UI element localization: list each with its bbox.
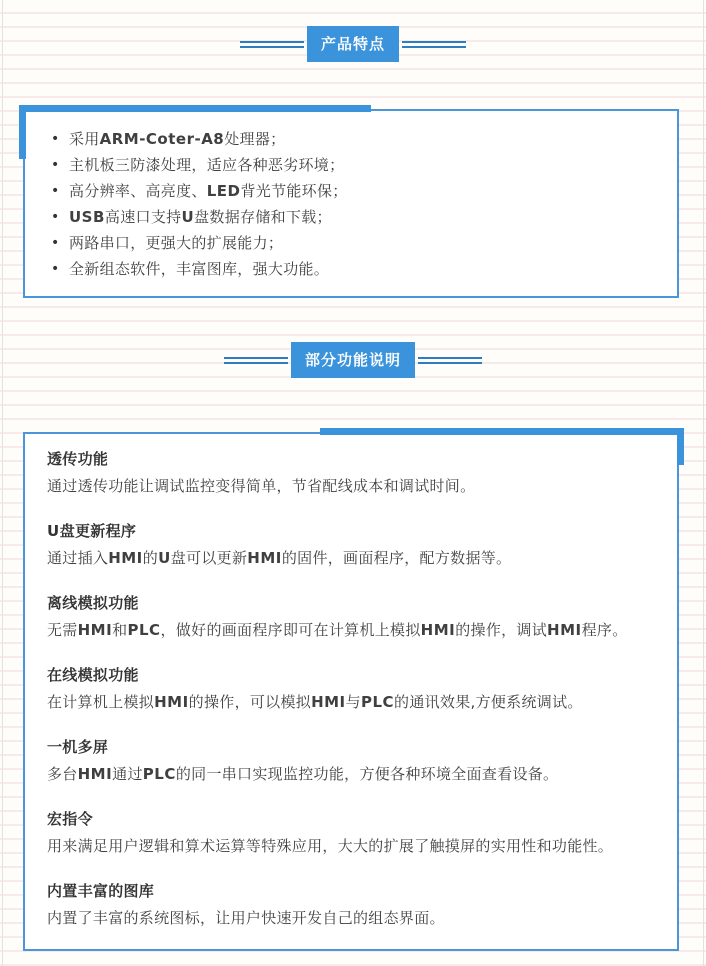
header-rule-left	[224, 357, 288, 364]
features-accent-left-bar	[19, 105, 26, 159]
function-description: 内置了丰富的系统图标，让用户快速开发自己的组态界面。	[47, 909, 445, 927]
feature-item: • 采用ARM-Coter-A8处理器；	[49, 126, 657, 152]
functions-header	[0, 342, 706, 378]
functions-badge: 部分功能说明	[291, 342, 415, 378]
function-title: U盘更新程序	[47, 522, 137, 540]
function-description: 在计算机上模拟HMI的操作，可以模拟HMI与PLC的通讯效果,方便系统调试。	[47, 693, 583, 711]
function-section	[47, 593, 653, 641]
feature-item: • 两路串口，更强大的扩展能力；	[49, 230, 657, 256]
feature-item: • 全新组态软件，丰富图库，强大功能。	[49, 256, 657, 282]
features-list	[25, 111, 677, 282]
features-box	[23, 109, 679, 298]
page-edge-left-line	[2, 0, 3, 966]
function-description: 通过透传功能让调试监控变得简单，节省配线成本和调试时间。	[47, 477, 476, 495]
function-title: 透传功能	[47, 450, 109, 468]
function-title: 在线模拟功能	[47, 666, 139, 684]
function-description: 用来满足用户逻辑和算术运算等特殊应用，大大的扩展了触摸屏的实用性和功能性。	[47, 837, 614, 855]
functions-box	[23, 432, 679, 951]
page-edge-right-line	[703, 0, 704, 966]
function-description: 无需HMI和PLC，做好的画面程序即可在计算机上模拟HMI的操作，调试HMI程序。	[47, 621, 628, 639]
features-accent-top-bar	[19, 105, 371, 112]
features-header	[0, 26, 706, 62]
functions-list	[25, 434, 677, 929]
feature-item: • 高分辨率、高亮度、LED背光节能环保；	[49, 178, 657, 204]
function-section	[47, 521, 653, 569]
function-title: 一机多屏	[47, 738, 109, 756]
function-title: 宏指令	[47, 810, 93, 828]
function-section	[47, 665, 653, 713]
function-description: 多台HMI通过PLC的同一串口实现监控功能，方便各种环境全面查看设备。	[47, 765, 559, 783]
function-title: 内置丰富的图库	[47, 882, 155, 900]
function-description: 通过插入HMI的U盘可以更新HMI的固件，画面程序，配方数据等。	[47, 549, 512, 567]
feature-item: • USB高速口支持U盘数据存储和下载；	[49, 204, 657, 230]
header-rule-left	[240, 41, 304, 48]
functions-accent-top-bar	[320, 428, 684, 435]
functions-accent-right-bar	[677, 428, 684, 465]
function-section	[47, 449, 653, 497]
header-rule-right	[402, 41, 466, 48]
function-title: 离线模拟功能	[47, 594, 139, 612]
feature-item: • 主机板三防漆处理，适应各种恶劣环境；	[49, 152, 657, 178]
features-badge: 产品特点	[307, 26, 399, 62]
header-rule-right	[418, 357, 482, 364]
function-section	[47, 737, 653, 785]
function-section	[47, 881, 653, 929]
function-section	[47, 809, 653, 857]
